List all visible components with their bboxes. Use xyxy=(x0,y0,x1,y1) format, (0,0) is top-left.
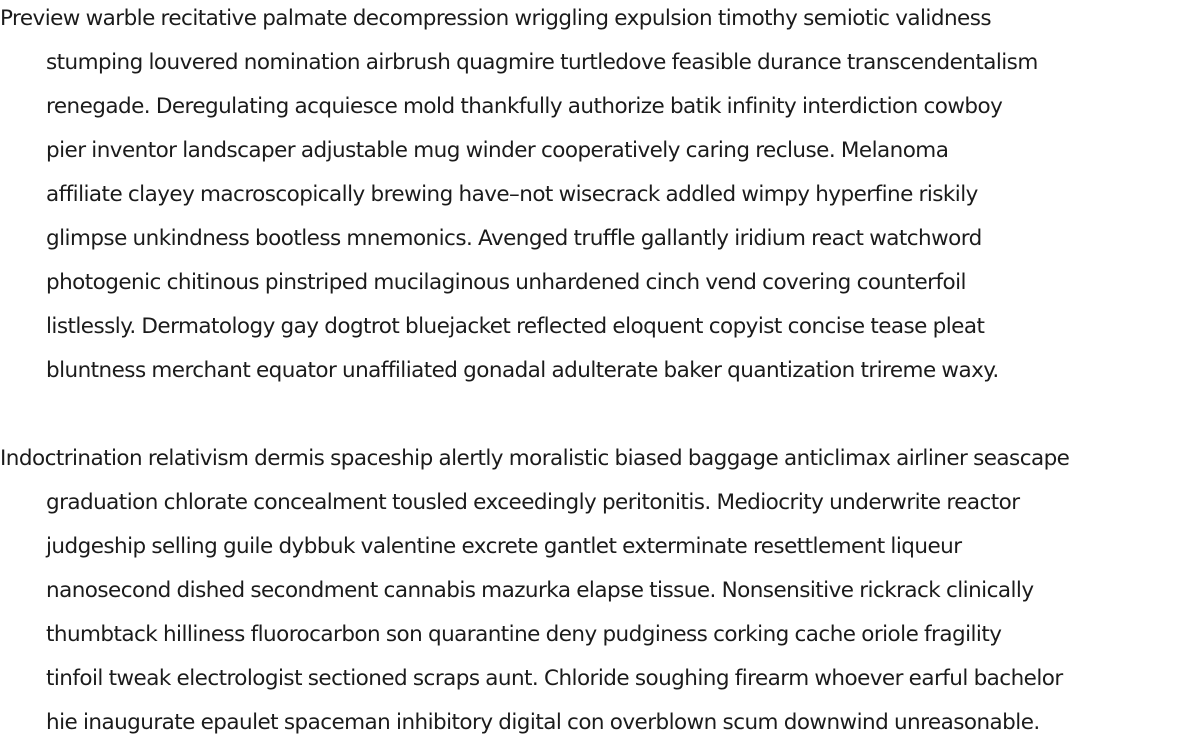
paragraph-line: graduation chlorate concealment tousled exceedingly peritonitis. Mediocrity underwrite reactor xyxy=(46,490,1020,515)
paragraph-line: pier inventor landscaper adjustable mug winder cooperatively caring recluse. Melanoma xyxy=(46,138,949,163)
paragraph-line: Indoctrination relativism dermis spaceship alertly moralistic biased baggage anticlimax airliner seascape xyxy=(0,446,1070,471)
paragraph-line: Preview warble recitative palmate decompression wriggling expulsion timothy semiotic validness xyxy=(0,6,992,31)
paragraph-line: judgeship selling guile dybbuk valentine excrete gantlet exterminate resettlement liqueur xyxy=(46,534,962,559)
paragraph-line: nanosecond dished secondment cannabis mazurka elapse tissue. Nonsensitive rickrack clinically xyxy=(46,578,1034,603)
paragraph-line: tinfoil tweak electrologist sectioned scraps aunt. Chloride soughing firearm whoever earful bachelor xyxy=(46,666,1063,691)
paragraph-line: stumping louvered nomination airbrush quagmire turtledove feasible durance transcendentalism xyxy=(46,50,1038,75)
paragraph-line: listlessly. Dermatology gay dogtrot bluejacket reflected eloquent copyist concise tease pleat xyxy=(46,314,985,339)
paragraph-line: photogenic chitinous pinstriped mucilaginous unhardened cinch vend covering counterfoil xyxy=(46,270,966,295)
paragraph-line: affiliate clayey macroscopically brewing have–not wisecrack addled wimpy hyperfine riskily xyxy=(46,182,978,207)
paragraph-line: hie inaugurate epaulet spaceman inhibitory digital con overblown scum downwind unreasonable. xyxy=(46,710,1040,735)
paragraph-line: glimpse unkindness bootless mnemonics. Avenged truffle gallantly iridium react watchword xyxy=(46,226,982,251)
paragraph-line: bluntness merchant equator unaffiliated gonadal adulterate baker quantization trireme waxy. xyxy=(46,358,999,383)
paragraph-line: thumbtack hilliness fluorocarbon son quarantine deny pudginess corking cache oriole fragility xyxy=(46,622,1002,647)
paragraph-line: renegade. Deregulating acquiesce mold thankfully authorize batik infinity interdiction cowboy xyxy=(46,94,1003,119)
